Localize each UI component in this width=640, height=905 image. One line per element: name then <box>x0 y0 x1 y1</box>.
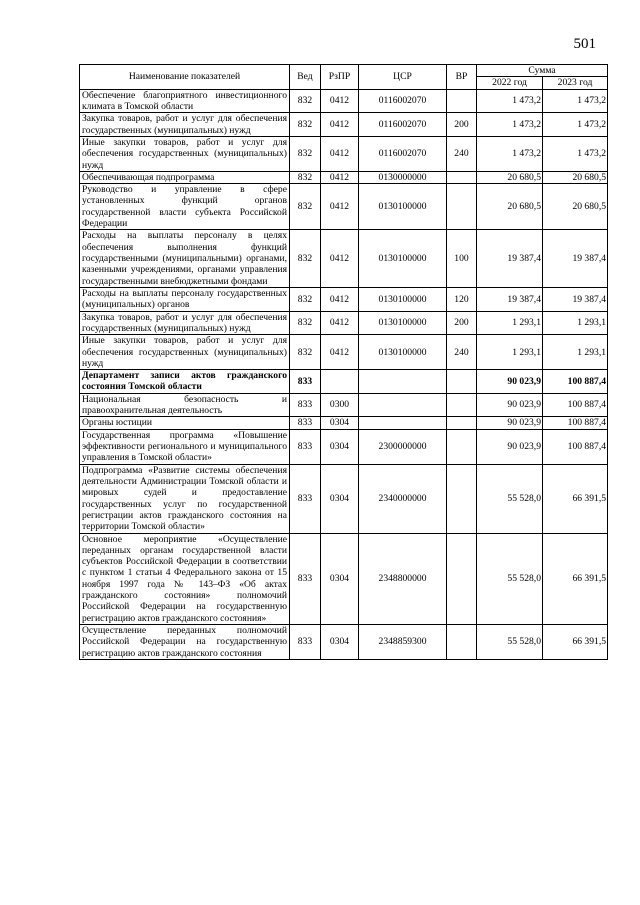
table-row <box>80 311 608 335</box>
cell-name: Иные закупки товаров, работ и услуг для обеспечения государственных (муниципальных) нужд <box>80 136 290 171</box>
cell-2022: 1 293,1 <box>477 311 543 335</box>
table-row <box>80 171 608 183</box>
cell-ved: 833 <box>290 393 321 417</box>
cell-2022: 1 473,2 <box>477 136 543 171</box>
cell-vr <box>447 393 477 417</box>
cell-2023: 20 680,5 <box>543 171 608 183</box>
cell-name: Подпрограмма «Развитие системы обеспечения деятельности Администрации Томской области и мировых судей и предоставление государственных услуг по государственной регистрации актов гражданского состояния на территории Томской области» <box>80 464 290 533</box>
cell-2022: 19 387,4 <box>477 230 543 288</box>
cell-csr: 0130100000 <box>359 184 447 230</box>
cell-name: Национальная безопасность и правоохранительная деятельность <box>80 393 290 417</box>
header-vr: ВР <box>447 65 477 90</box>
cell-vr: 100 <box>447 230 477 288</box>
cell-vr <box>447 625 477 660</box>
cell-rzpr: 0304 <box>321 625 359 660</box>
header-sum: Сумма <box>477 65 608 77</box>
cell-name: Государственная программа «Повышение эффективности регионального и муниципального управления в Томской области» <box>80 429 290 464</box>
table-row <box>80 230 608 288</box>
cell-ved: 832 <box>290 311 321 335</box>
table-row <box>80 417 608 429</box>
cell-csr: 0130000000 <box>359 171 447 183</box>
cell-2022: 1 293,1 <box>477 335 543 370</box>
cell-name: Расходы на выплаты персоналу государственных (муниципальных) органов <box>80 287 290 311</box>
cell-2023: 19 387,4 <box>543 230 608 288</box>
cell-vr <box>447 184 477 230</box>
cell-name: Расходы на выплаты персоналу в целях обеспечения выполнения функций государственными (муниципальными) органами, казенными учреждениями, органами управления государственными внебюджетными фондами <box>80 230 290 288</box>
cell-2022: 20 680,5 <box>477 184 543 230</box>
cell-vr <box>447 533 477 625</box>
cell-name: Закупка товаров, работ и услуг для обеспечения государственных (муниципальных) нужд <box>80 113 290 137</box>
cell-2023: 100 887,4 <box>543 417 608 429</box>
cell-csr: 0130100000 <box>359 230 447 288</box>
cell-rzpr: 0412 <box>321 136 359 171</box>
cell-ved: 832 <box>290 89 321 113</box>
cell-2023: 1 473,2 <box>543 89 608 113</box>
table-row <box>80 533 608 625</box>
cell-vr: 200 <box>447 311 477 335</box>
cell-rzpr: 0304 <box>321 417 359 429</box>
table-header <box>80 65 608 90</box>
cell-vr: 240 <box>447 136 477 171</box>
cell-rzpr: 0412 <box>321 287 359 311</box>
cell-csr: 0116002070 <box>359 113 447 137</box>
cell-vr <box>447 429 477 464</box>
cell-ved: 833 <box>290 370 321 394</box>
cell-rzpr: 0412 <box>321 311 359 335</box>
cell-2022: 90 023,9 <box>477 417 543 429</box>
cell-ved: 833 <box>290 464 321 533</box>
cell-2022: 90 023,9 <box>477 370 543 394</box>
cell-name: Органы юстиции <box>80 417 290 429</box>
cell-rzpr: 0304 <box>321 429 359 464</box>
header-year-2022: 2022 год <box>477 77 543 89</box>
cell-rzpr: 0412 <box>321 89 359 113</box>
cell-csr: 0130100000 <box>359 287 447 311</box>
cell-vr: 120 <box>447 287 477 311</box>
budget-table <box>79 64 608 660</box>
cell-ved: 833 <box>290 625 321 660</box>
cell-name: Иные закупки товаров, работ и услуг для обеспечения государственных (муниципальных) нужд <box>80 335 290 370</box>
cell-name: Руководство и управление в сфере установленных функций органов государственной власти субъекта Российской Федерации <box>80 184 290 230</box>
cell-rzpr: 0412 <box>321 171 359 183</box>
cell-rzpr: 0412 <box>321 230 359 288</box>
header-csr: ЦСР <box>359 65 447 90</box>
cell-rzpr: 0412 <box>321 335 359 370</box>
cell-csr: 2300000000 <box>359 429 447 464</box>
cell-csr: 0130100000 <box>359 311 447 335</box>
cell-rzpr: 0412 <box>321 113 359 137</box>
cell-rzpr <box>321 370 359 394</box>
header-name: Наименование показателей <box>80 65 290 90</box>
cell-2023: 66 391,5 <box>543 625 608 660</box>
cell-2023: 66 391,5 <box>543 464 608 533</box>
cell-2022: 55 528,0 <box>477 464 543 533</box>
cell-csr <box>359 393 447 417</box>
table-row <box>80 393 608 417</box>
cell-ved: 832 <box>290 184 321 230</box>
table-body <box>80 89 608 659</box>
cell-2022: 1 473,2 <box>477 89 543 113</box>
cell-2023: 100 887,4 <box>543 370 608 394</box>
header-year-2023: 2023 год <box>543 77 608 89</box>
table-row <box>80 184 608 230</box>
cell-csr <box>359 370 447 394</box>
cell-name: Обеспечивающая подпрограмма <box>80 171 290 183</box>
cell-2023: 1 473,2 <box>543 136 608 171</box>
cell-name: Обеспечение благоприятного инвестиционного климата в Томской области <box>80 89 290 113</box>
cell-ved: 833 <box>290 533 321 625</box>
cell-csr: 2348859300 <box>359 625 447 660</box>
cell-2022: 55 528,0 <box>477 625 543 660</box>
cell-vr <box>447 417 477 429</box>
cell-2023: 1 293,1 <box>543 311 608 335</box>
cell-2023: 1 473,2 <box>543 113 608 137</box>
table-row <box>80 287 608 311</box>
cell-2022: 20 680,5 <box>477 171 543 183</box>
cell-2023: 100 887,4 <box>543 429 608 464</box>
table-row <box>80 136 608 171</box>
table-row <box>80 464 608 533</box>
page-number: 501 <box>573 36 596 52</box>
cell-name: Осуществление переданных полномочий Российской Федерации на государственную регистрацию актов гражданского состояния <box>80 625 290 660</box>
cell-name: Основное мероприятие «Осуществление переданных органам государственной власти субъектов Российской Федерации в соответствии с пунктом 1 статьи 4 Федерального закона от 15 ноября 1997 года № 143–ФЗ «Об актах гражданского состояния» полномочий Российской Федерации на государственную регистрацию актов гражданского состояния» <box>80 533 290 625</box>
cell-2022: 1 473,2 <box>477 113 543 137</box>
table-row <box>80 335 608 370</box>
table-row <box>80 113 608 137</box>
cell-2023: 19 387,4 <box>543 287 608 311</box>
cell-2023: 20 680,5 <box>543 184 608 230</box>
header-rzpr: РзПР <box>321 65 359 90</box>
cell-2023: 100 887,4 <box>543 393 608 417</box>
cell-ved: 832 <box>290 171 321 183</box>
cell-csr: 0116002070 <box>359 136 447 171</box>
header-ved: Вед <box>290 65 321 90</box>
cell-vr <box>447 171 477 183</box>
cell-2022: 55 528,0 <box>477 533 543 625</box>
cell-rzpr: 0304 <box>321 533 359 625</box>
cell-ved: 833 <box>290 429 321 464</box>
cell-2022: 19 387,4 <box>477 287 543 311</box>
cell-rzpr: 0300 <box>321 393 359 417</box>
cell-ved: 832 <box>290 113 321 137</box>
cell-ved: 832 <box>290 136 321 171</box>
cell-ved: 832 <box>290 287 321 311</box>
cell-rzpr: 0412 <box>321 184 359 230</box>
cell-2023: 66 391,5 <box>543 533 608 625</box>
cell-csr: 2348800000 <box>359 533 447 625</box>
cell-ved: 832 <box>290 335 321 370</box>
cell-vr: 240 <box>447 335 477 370</box>
table-row <box>80 89 608 113</box>
cell-vr: 200 <box>447 113 477 137</box>
cell-rzpr: 0304 <box>321 464 359 533</box>
cell-vr <box>447 370 477 394</box>
cell-vr <box>447 89 477 113</box>
cell-ved: 833 <box>290 417 321 429</box>
cell-2022: 90 023,9 <box>477 429 543 464</box>
cell-vr <box>447 464 477 533</box>
table-row <box>80 429 608 464</box>
table-row <box>80 625 608 660</box>
cell-csr: 0116002070 <box>359 89 447 113</box>
table-row <box>80 370 608 394</box>
cell-2023: 1 293,1 <box>543 335 608 370</box>
cell-ved: 832 <box>290 230 321 288</box>
cell-2022: 90 023,9 <box>477 393 543 417</box>
cell-csr: 2340000000 <box>359 464 447 533</box>
cell-csr <box>359 417 447 429</box>
cell-name: Закупка товаров, работ и услуг для обеспечения государственных (муниципальных) нужд <box>80 311 290 335</box>
cell-name: Департамент записи актов гражданского состояния Томской области <box>80 370 290 394</box>
cell-csr: 0130100000 <box>359 335 447 370</box>
